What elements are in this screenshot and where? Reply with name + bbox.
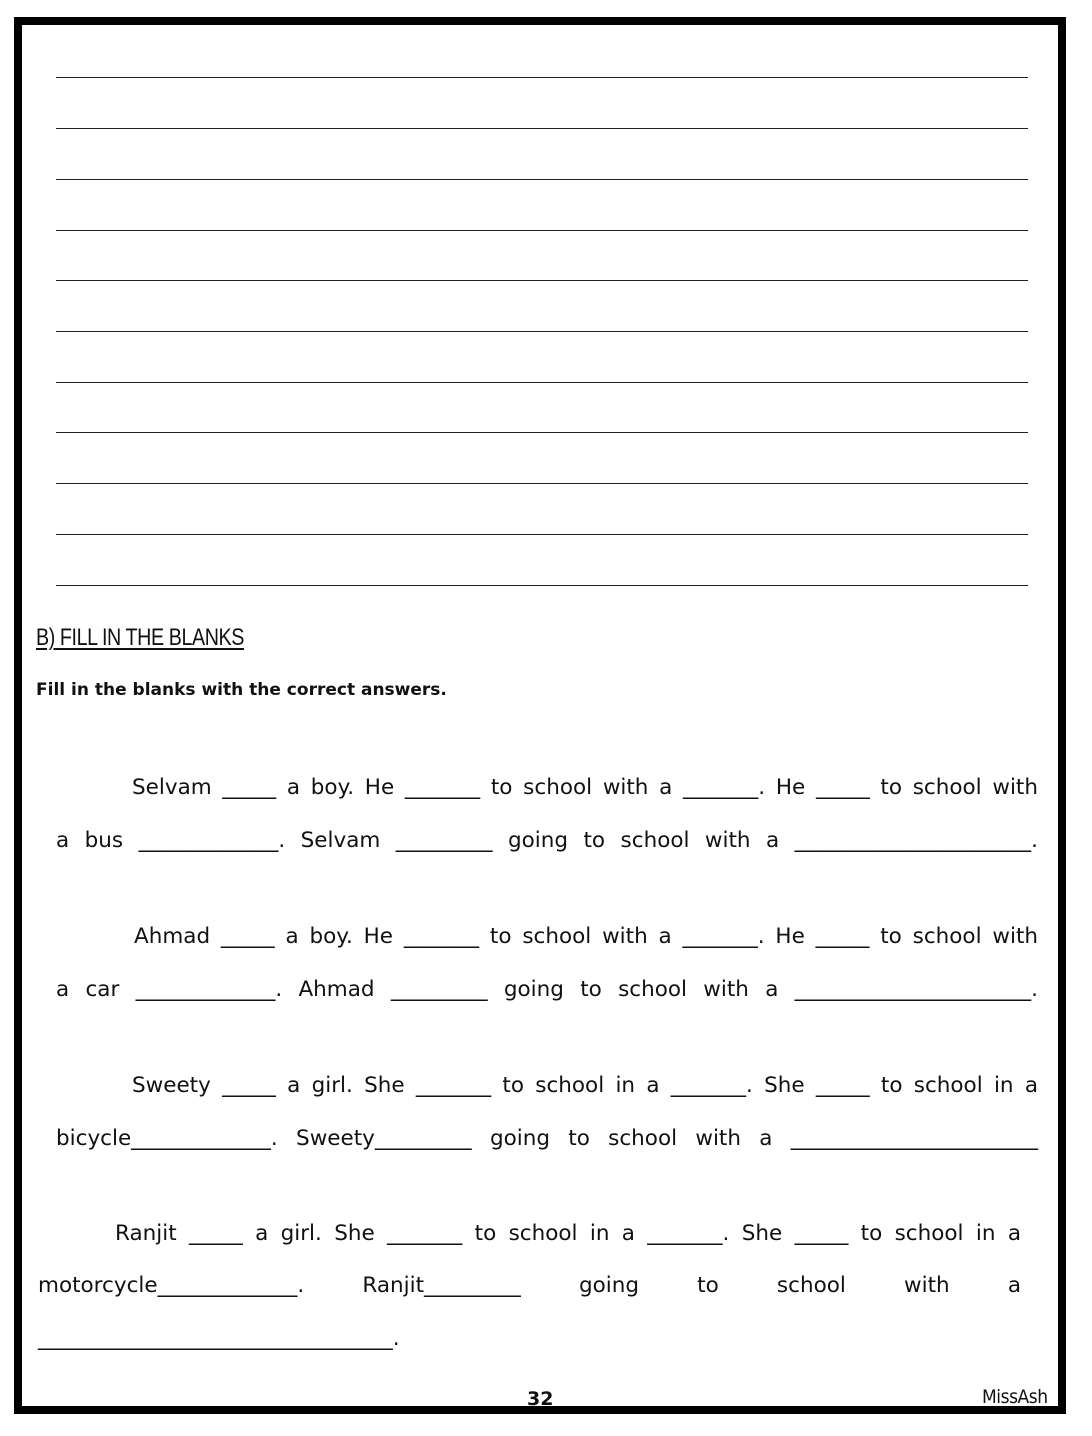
section-heading: B) FILL IN THE BLANKS bbox=[36, 624, 244, 651]
page-number: 32 bbox=[527, 1388, 554, 1410]
page-border bbox=[14, 17, 1066, 1414]
writing-line[interactable] bbox=[56, 382, 1028, 383]
sentence-line: Sweety _____ a girl. She _______ to school in a _______. She _____ to school in a bbox=[132, 1073, 1038, 1098]
writing-line[interactable] bbox=[56, 77, 1028, 78]
writing-line[interactable] bbox=[56, 280, 1028, 281]
sentence-line: Ahmad _____ a boy. He _______ to school with a _______. He _____ to school with bbox=[134, 924, 1038, 949]
sentence-line: a car _____________. Ahmad _________ going to school with a ______________________. bbox=[56, 977, 1038, 1002]
writing-line[interactable] bbox=[56, 585, 1028, 586]
sentence-line: Ranjit _____ a girl. She _______ to school in a _______. She _____ to school in a bbox=[115, 1221, 1021, 1246]
sentence-line: bicycle_____________. Sweety_________ going to school with a _______________________ bbox=[56, 1126, 1038, 1151]
writing-line[interactable] bbox=[56, 331, 1028, 332]
writing-line[interactable] bbox=[56, 432, 1028, 433]
writing-line[interactable] bbox=[56, 483, 1028, 484]
sentence-line: _________________________________. bbox=[38, 1326, 400, 1351]
author-signature: MissAsh bbox=[982, 1386, 1048, 1408]
writing-line[interactable] bbox=[56, 534, 1028, 535]
sentence-line: a bus _____________. Selvam _________ going to school with a ______________________. bbox=[56, 828, 1038, 853]
writing-line[interactable] bbox=[56, 179, 1028, 180]
writing-line[interactable] bbox=[56, 230, 1028, 231]
writing-line[interactable] bbox=[56, 128, 1028, 129]
instructions: Fill in the blanks with the correct answers. bbox=[36, 680, 447, 700]
sentence-line: motorcycle_____________. Ranjit_________ going to school with a bbox=[38, 1273, 1021, 1298]
sentence-line: Selvam _____ a boy. He _______ to school with a _______. He _____ to school with bbox=[132, 775, 1038, 800]
